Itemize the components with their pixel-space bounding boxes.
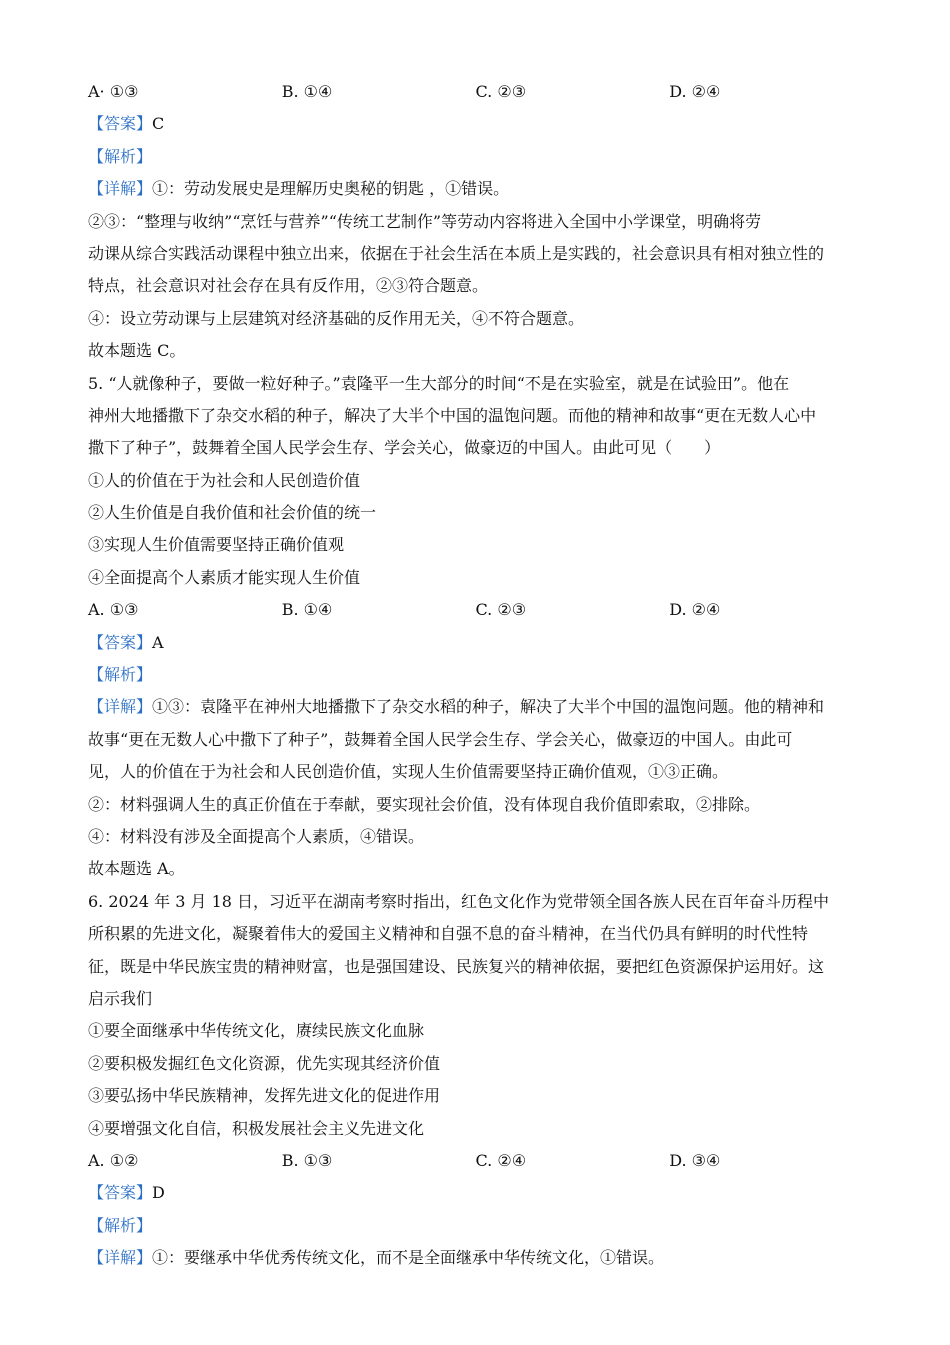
line-text: ①：劳动发展史是理解历史奥秘的钥匙 ，①错误。 bbox=[152, 179, 510, 199]
text-line: ②③：“整理与收纳”“烹饪与营养”“传统工艺制作”等劳动内容将进入全国中小学课堂，明确将劳 bbox=[88, 211, 762, 231]
text-line: ②：材料强调人生的真正价值在于奉献，要实现社会价值，没有体现自我价值即索取，②排除。 bbox=[88, 794, 761, 814]
text-line: ③要弘扬中华民族精神，发挥先进文化的促进作用 bbox=[88, 1086, 441, 1106]
section-tag: 【答案】 bbox=[88, 632, 153, 652]
section-tag: 【详解】 bbox=[88, 179, 153, 199]
option-label: B. ①④ bbox=[281, 82, 333, 101]
text-line: 故本题选 C。 bbox=[88, 341, 186, 361]
answer-options bbox=[88, 76, 863, 108]
tagged-line bbox=[88, 659, 863, 691]
text-line: ④全面提高个人素质才能实现人生价值 bbox=[88, 567, 361, 587]
section-tag: 【答案】 bbox=[88, 1183, 153, 1203]
option-label: C. ②③ bbox=[475, 82, 527, 101]
line-text: C bbox=[152, 114, 165, 134]
line-text: ①：要继承中华优秀传统文化，而不是全面继承中华传统文化，①错误。 bbox=[152, 1248, 665, 1268]
section-tag: 【详解】 bbox=[88, 1248, 153, 1268]
section-tag: 【详解】 bbox=[88, 697, 153, 717]
text-line: ④：材料没有涉及全面提高个人素质，④错误。 bbox=[88, 826, 425, 846]
tagged-line bbox=[88, 627, 863, 659]
option-label: B. ①④ bbox=[281, 600, 333, 620]
text-line: ①人的价值在于为社会和人民创造价值 bbox=[88, 470, 361, 490]
option-label: D. ②④ bbox=[669, 600, 721, 620]
text-line: 动课从综合实践活动课程中独立出来，依据在于社会生活在本质上是实践的，社会意识具有相对独立性的 bbox=[88, 243, 825, 263]
option-label: B. ①③ bbox=[281, 1150, 333, 1170]
text-line: 故本题选 A。 bbox=[88, 859, 185, 879]
text-line: 特点，社会意识对社会存在具有反作用，②③符合题意。 bbox=[88, 276, 489, 296]
section-tag: 【解析】 bbox=[88, 1215, 153, 1235]
tagged-line bbox=[88, 141, 863, 173]
text-line: 6. 2024 年 3 月 18 日，习近平在湖南考察时指出，红色文化作为党带领全国各族人民在百年奋斗历程中 bbox=[88, 891, 830, 911]
text-line: 启示我们 bbox=[88, 988, 153, 1008]
tagged-line bbox=[88, 691, 863, 723]
text-line: 见，人的价值在于为社会和人民创造价值，实现人生价值需要坚持正确价值观，①③正确。 bbox=[88, 762, 729, 782]
section-tag: 【解析】 bbox=[88, 665, 153, 685]
text-line: 所积累的先进文化，凝聚着伟大的爱国主义精神和自强不息的奋斗精神，在当代仍具有鲜明的时代性特 bbox=[88, 924, 809, 944]
text-line: ①要全面继承中华传统文化，赓续民族文化血脉 bbox=[88, 1021, 425, 1041]
line-text: D bbox=[152, 1183, 165, 1203]
section-tag: 【解析】 bbox=[88, 146, 153, 166]
option-label: C. ②④ bbox=[475, 1150, 527, 1170]
text-line: ②人生价值是自我价值和社会价值的统一 bbox=[88, 503, 377, 523]
option-label: D. ③④ bbox=[669, 1150, 721, 1170]
tagged-line bbox=[88, 1210, 863, 1242]
text-line: 征，既是中华民族宝贵的精神财富，也是强国建设、民族复兴的精神依据，要把红色资源保护运用好。这 bbox=[88, 956, 825, 976]
option-label: D. ②④ bbox=[669, 82, 721, 101]
answer-options bbox=[88, 594, 863, 626]
line-text: ①③：袁隆平在神州大地播撒下了杂交水稻的种子，解决了大半个中国的温饱问题。他的精神和 bbox=[152, 697, 825, 717]
text-line: 故事“更在无数人心中撒下了种子”，鼓舞着全国人民学会生存、学会关心，做豪迈的中国人。由此可 bbox=[88, 729, 793, 749]
section-tag: 【答案】 bbox=[88, 114, 153, 134]
text-line: 5. “人就像种子，要做一粒好种子。”袁隆平一生大部分的时间“不是在实验室，就是在试验田”。他在 bbox=[88, 373, 790, 393]
text-line: ④要增强文化自信，积极发展社会主义先进文化 bbox=[88, 1118, 425, 1138]
option-label: A. ①② bbox=[88, 1150, 139, 1170]
text-line: ④：设立劳动课与上层建筑对经济基础的反作用无关，④不符合题意。 bbox=[88, 308, 585, 328]
line-text: A bbox=[152, 632, 164, 652]
tagged-line bbox=[88, 1242, 863, 1274]
document-page bbox=[88, 76, 863, 1274]
text-line: ②要积极发掘红色文化资源，优先实现其经济价值 bbox=[88, 1053, 441, 1073]
tagged-line bbox=[88, 1177, 863, 1209]
option-label: A· ①③ bbox=[88, 82, 139, 101]
text-line: ③实现人生价值需要坚持正确价值观 bbox=[88, 535, 345, 555]
text-line: 神州大地播撒下了杂交水稻的种子，解决了大半个中国的温饱问题。而他的精神和故事“更在无数人心中 bbox=[88, 405, 817, 425]
text-line: 撒下了种子”，鼓舞着全国人民学会生存、学会关心，做豪迈的中国人。由此可见（ ） bbox=[88, 438, 721, 458]
answer-options bbox=[88, 1145, 863, 1177]
option-label: A. ①③ bbox=[88, 600, 139, 620]
tagged-line bbox=[88, 108, 863, 140]
tagged-line bbox=[88, 173, 863, 205]
option-label: C. ②③ bbox=[475, 600, 527, 620]
